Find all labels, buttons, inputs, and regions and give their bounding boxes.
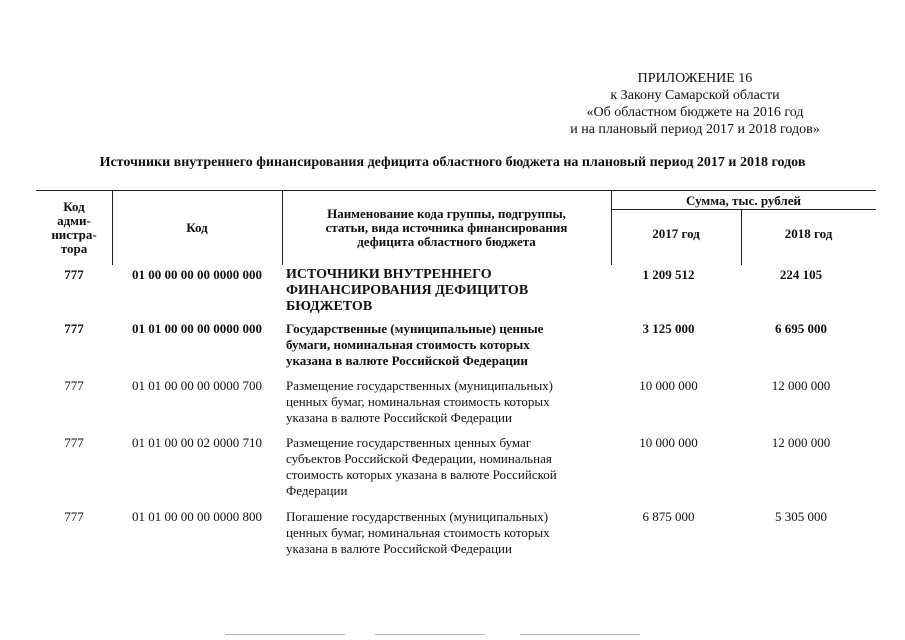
appendix-law-title: «Об областном бюджете на 2016 год [586, 105, 804, 120]
signature-line [225, 634, 345, 635]
admin-code-cell: 777 [64, 509, 84, 524]
budget-code-cell: 01 01 00 00 00 0000 700 [132, 378, 262, 393]
header-year-2018: 2018 год [784, 226, 833, 241]
admin-code-cell: 777 [64, 267, 84, 282]
appendix-heading [545, 70, 845, 138]
table-row [36, 378, 876, 435]
admin-code-cell: 777 [64, 321, 84, 336]
name-cell: Погашение государственных (муниципальных) ценных бумаг, номинальная стоимость которых указана в валюте Российской Федерации [286, 509, 550, 556]
appendix-law-period: и на плановый период 2017 и 2018 годов» [570, 122, 820, 137]
signature-line [520, 634, 640, 635]
name-cell: Размещение государственных ценных бумаг субъектов Российской Федерации, номинальная стоимость которых указана в валюте Российской Федерации [286, 435, 557, 498]
header-sum: Сумма, тыс. рублей [686, 193, 801, 208]
header-admin-code: Код адми- нистра- тора [51, 199, 97, 256]
table-row [36, 435, 876, 509]
budget-code-cell: 01 01 00 00 00 0000 800 [132, 509, 262, 524]
amount-2018-cell: 12 000 000 [771, 378, 831, 393]
table-row [36, 509, 876, 563]
name-cell: ИСТОЧНИКИ ВНУТРЕННЕГО ФИНАНСИРОВАНИЯ ДЕФИЦИТОВ БЮДЖЕТОВ [286, 267, 529, 314]
admin-code-cell: 777 [64, 378, 84, 393]
document-title: Источники внутреннего финансирования дефицита областного бюджета на плановый период 2017 и 2018 годов [99, 155, 806, 170]
amount-2017-cell: 6 875 000 [642, 509, 695, 524]
name-cell: Государственные (муниципальные) ценные бумаги, номинальная стоимость которых указана в валюте Российской Федерации [286, 321, 544, 368]
table-row [36, 321, 876, 378]
admin-code-cell: 777 [64, 435, 84, 450]
table-header [36, 190, 876, 265]
amount-2017-cell: 3 125 000 [642, 321, 695, 336]
amount-2018-cell: 5 305 000 [775, 509, 827, 524]
appendix-law: к Закону Самарской области [610, 88, 780, 103]
header-year-2017: 2017 год [652, 226, 700, 241]
header-name: Наименование кода группы, подгруппы, статьи, вида источника финансирования дефицита областного бюджета [325, 206, 568, 249]
budget-code-cell: 01 01 00 00 00 0000 000 [132, 321, 262, 336]
amount-2017-cell: 1 209 512 [642, 267, 695, 282]
financing-table [36, 190, 876, 563]
amount-2018-cell: 224 105 [779, 267, 823, 282]
table-row [36, 267, 876, 321]
signature-line [375, 634, 485, 635]
header-sum-divider [611, 209, 876, 210]
amount-2018-cell: 6 695 000 [775, 321, 827, 336]
budget-code-cell: 01 01 00 00 02 0000 710 [132, 435, 262, 450]
name-cell: Размещение государственных (муниципальных) ценных бумаг, номинальная стоимость которых указана в валюте Российской Федерации [286, 378, 554, 425]
amount-2017-cell: 10 000 000 [639, 378, 698, 393]
amount-2017-cell: 10 000 000 [639, 435, 698, 450]
amount-2018-cell: 12 000 000 [771, 435, 831, 450]
appendix-number: ПРИЛОЖЕНИЕ 16 [637, 71, 753, 86]
header-code: Код [186, 220, 208, 235]
budget-code-cell: 01 00 00 00 00 0000 000 [132, 267, 262, 282]
